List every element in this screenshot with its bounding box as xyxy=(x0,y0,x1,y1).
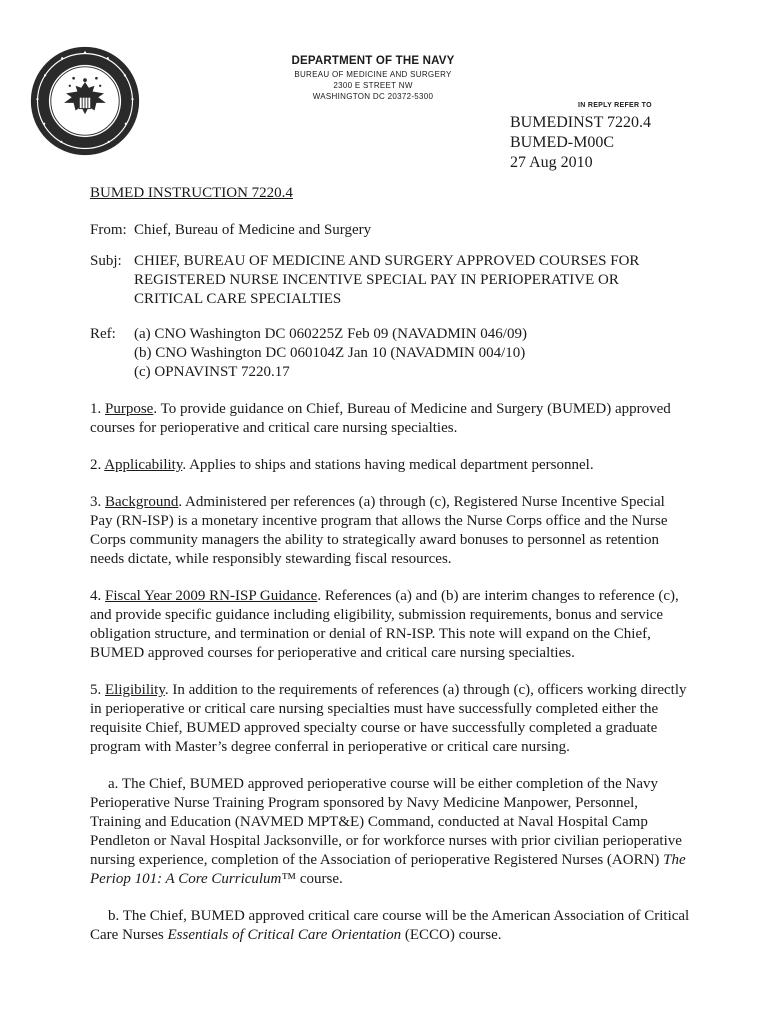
paragraph-heading: Eligibility xyxy=(105,682,165,698)
paragraph-heading: Applicability xyxy=(104,457,183,473)
reference-label: Ref: xyxy=(90,326,116,342)
paragraph-eligibility: 5. Eligibility. In addition to the requirements of references (a) through (c), officers working directly in perioperative or critical care nursing specialties must have successfully completed either the requisite Chief, BUMED approved specialty course or have successfully completed a graduate program with Master’s degree conferral in perioperative or critical care nursing. xyxy=(90,682,687,755)
reference-item: (b) CNO Washington DC 060104Z Jan 10 (NAVADMIN 004/10) xyxy=(134,345,526,361)
paragraph-background: 3. Background. Administered per references (a) through (c), Registered Nurse Incentive Special Pay (RN-ISP) is a monetary incentive program that allows the Nurse Corps office and the Nurse Corps community managers the ability to strategically award bonuses to personnel as retention needs dictate, while responsibly stewarding fiscal resources. xyxy=(90,494,668,567)
office-code: BUMED-M00C xyxy=(510,134,615,151)
instruction-number: BUMEDINST 7220.4 xyxy=(510,114,652,131)
paragraph-number: 4. xyxy=(90,588,102,604)
department-name: DEPARTMENT OF THE NAVY xyxy=(291,55,455,67)
paragraph-text: Applies to ships and stations having medical department personnel. xyxy=(189,457,594,473)
street-address: 2300 E STREET NW xyxy=(333,81,413,90)
paragraph-text: In addition to the requirements of references (a) through (c), officers working directly in perioperative or critical care nursing specialties must have successfully completed either the requisite Chief, BUMED approved specialty course or have successfully completed a graduate program with Master’s degree conferral in perioperative or critical care nursing. xyxy=(90,682,687,755)
instruction-title: BUMED INSTRUCTION 7220.4 xyxy=(90,185,293,201)
from-value: Chief, Bureau of Medicine and Surgery xyxy=(134,222,372,238)
identifier-block xyxy=(510,113,651,173)
paragraph-applicability: 2. Applicability. Applies to ships and stations having medical department personnel. xyxy=(90,457,594,473)
paragraph-heading: Purpose xyxy=(105,401,154,417)
subparagraph-b xyxy=(90,907,690,945)
paragraph-number: 5. xyxy=(90,682,102,698)
paragraph-text: References (a) and (b) are interim changes to reference (c), and provide specific guidance including eligibility, submission requirements, bonus and service obligation structure, and termination or denial of RN-ISP. This note will expand on the Chief, BUMED approved courses for perioperative and critical care nursing specialties. xyxy=(90,588,679,661)
paragraph-text: To provide guidance on Chief, Bureau of Medicine and Surgery (BUMED) approved courses for perioperative and critical care nursing specialties. xyxy=(90,401,671,436)
paragraph-purpose: 1. Purpose. To provide guidance on Chief, Bureau of Medicine and Surgery (BUMED) approved courses for perioperative and critical care nursing specialties. xyxy=(90,401,671,436)
letterhead xyxy=(258,54,488,102)
subparagraph-text: The Chief, BUMED approved critical care course will be the American Association of Critical Care Nurses xyxy=(90,908,690,943)
from-line xyxy=(90,221,690,240)
paragraph-heading: Fiscal Year 2009 RN-ISP Guidance xyxy=(105,588,318,604)
subject-line xyxy=(90,252,690,309)
course-title: Essentials of Critical Care Orientation xyxy=(167,927,402,943)
references xyxy=(90,325,690,382)
from-label: From: xyxy=(90,222,127,238)
subparagraph-a xyxy=(90,775,690,889)
subparagraph-text: The Chief, BUMED approved perioperative course will be either completion of the Navy Perioperative Nurse Training Program sponsored by Navy Medicine Manpower, Personnel, Training and Education (NAVMED MPT&E) Command, conducted at Naval Hospital Camp Pendleton or Naval Hospital Jacksonville, or for workforce nurses with prior civilian perioperative nursing experience, completion of the Association of perioperative Registered Nurses (AORN) xyxy=(90,776,682,868)
paragraph-heading: Background xyxy=(105,494,179,510)
paragraph-number: 2. xyxy=(90,457,102,473)
bureau-name: BUREAU OF MEDICINE AND SURGERY xyxy=(294,70,452,79)
subparagraph-label: a. xyxy=(108,776,119,792)
city-address: WASHINGTON DC 20372-5300 xyxy=(312,92,434,101)
subject-label: Subj: xyxy=(90,253,122,269)
paragraph-text: Administered per references (a) through (c), Registered Nurse Incentive Special Pay (RN-ISP) is a monetary incentive program that allows the Nurse Corps office and the Nurse Corps community managers the ability to strategically award bonuses to personnel as retention needs dictate, while responsibly stewarding fiscal resources. xyxy=(90,494,668,567)
subject-value: CHIEF, BUREAU OF MEDICINE AND SURGERY APPROVED COURSES FOR REGISTERED NURSE INCENTIVE SPECIAL PAY IN PERIOPERATIVE OR CRITICAL CARE SPECIALTIES xyxy=(134,253,640,307)
paragraph-guidance: 4. Fiscal Year 2009 RN-ISP Guidance. References (a) and (b) are interim changes to reference (c), and provide specific guidance including eligibility, submission requirements, bonus and service obligation structure, and termination or denial of RN-ISP. This note will expand on the Chief, BUMED approved courses for perioperative and critical care nursing specialties. xyxy=(90,588,679,661)
course-title: The Periop 101: A Core Curriculum xyxy=(90,852,686,887)
subparagraph-label: b. xyxy=(108,908,120,924)
reference-item: (a) CNO Washington DC 060225Z Feb 09 (NAVADMIN 046/09) xyxy=(134,326,527,342)
document-date: 27 Aug 2010 xyxy=(510,154,593,171)
subparagraph-text-end: course. xyxy=(299,871,343,887)
document-body xyxy=(90,184,690,945)
trademark-symbol: ™ xyxy=(281,871,297,887)
paragraph-number: 3. xyxy=(90,494,102,510)
reference-list xyxy=(134,325,527,382)
reference-item: (c) OPNAVINST 7220.17 xyxy=(134,364,290,380)
department-of-defense-seal-icon xyxy=(28,44,142,158)
paragraph-number: 1. xyxy=(90,401,102,417)
reply-refer-label: IN REPLY REFER TO xyxy=(578,102,652,109)
subparagraph-text-end: (ECCO) course. xyxy=(404,927,502,943)
